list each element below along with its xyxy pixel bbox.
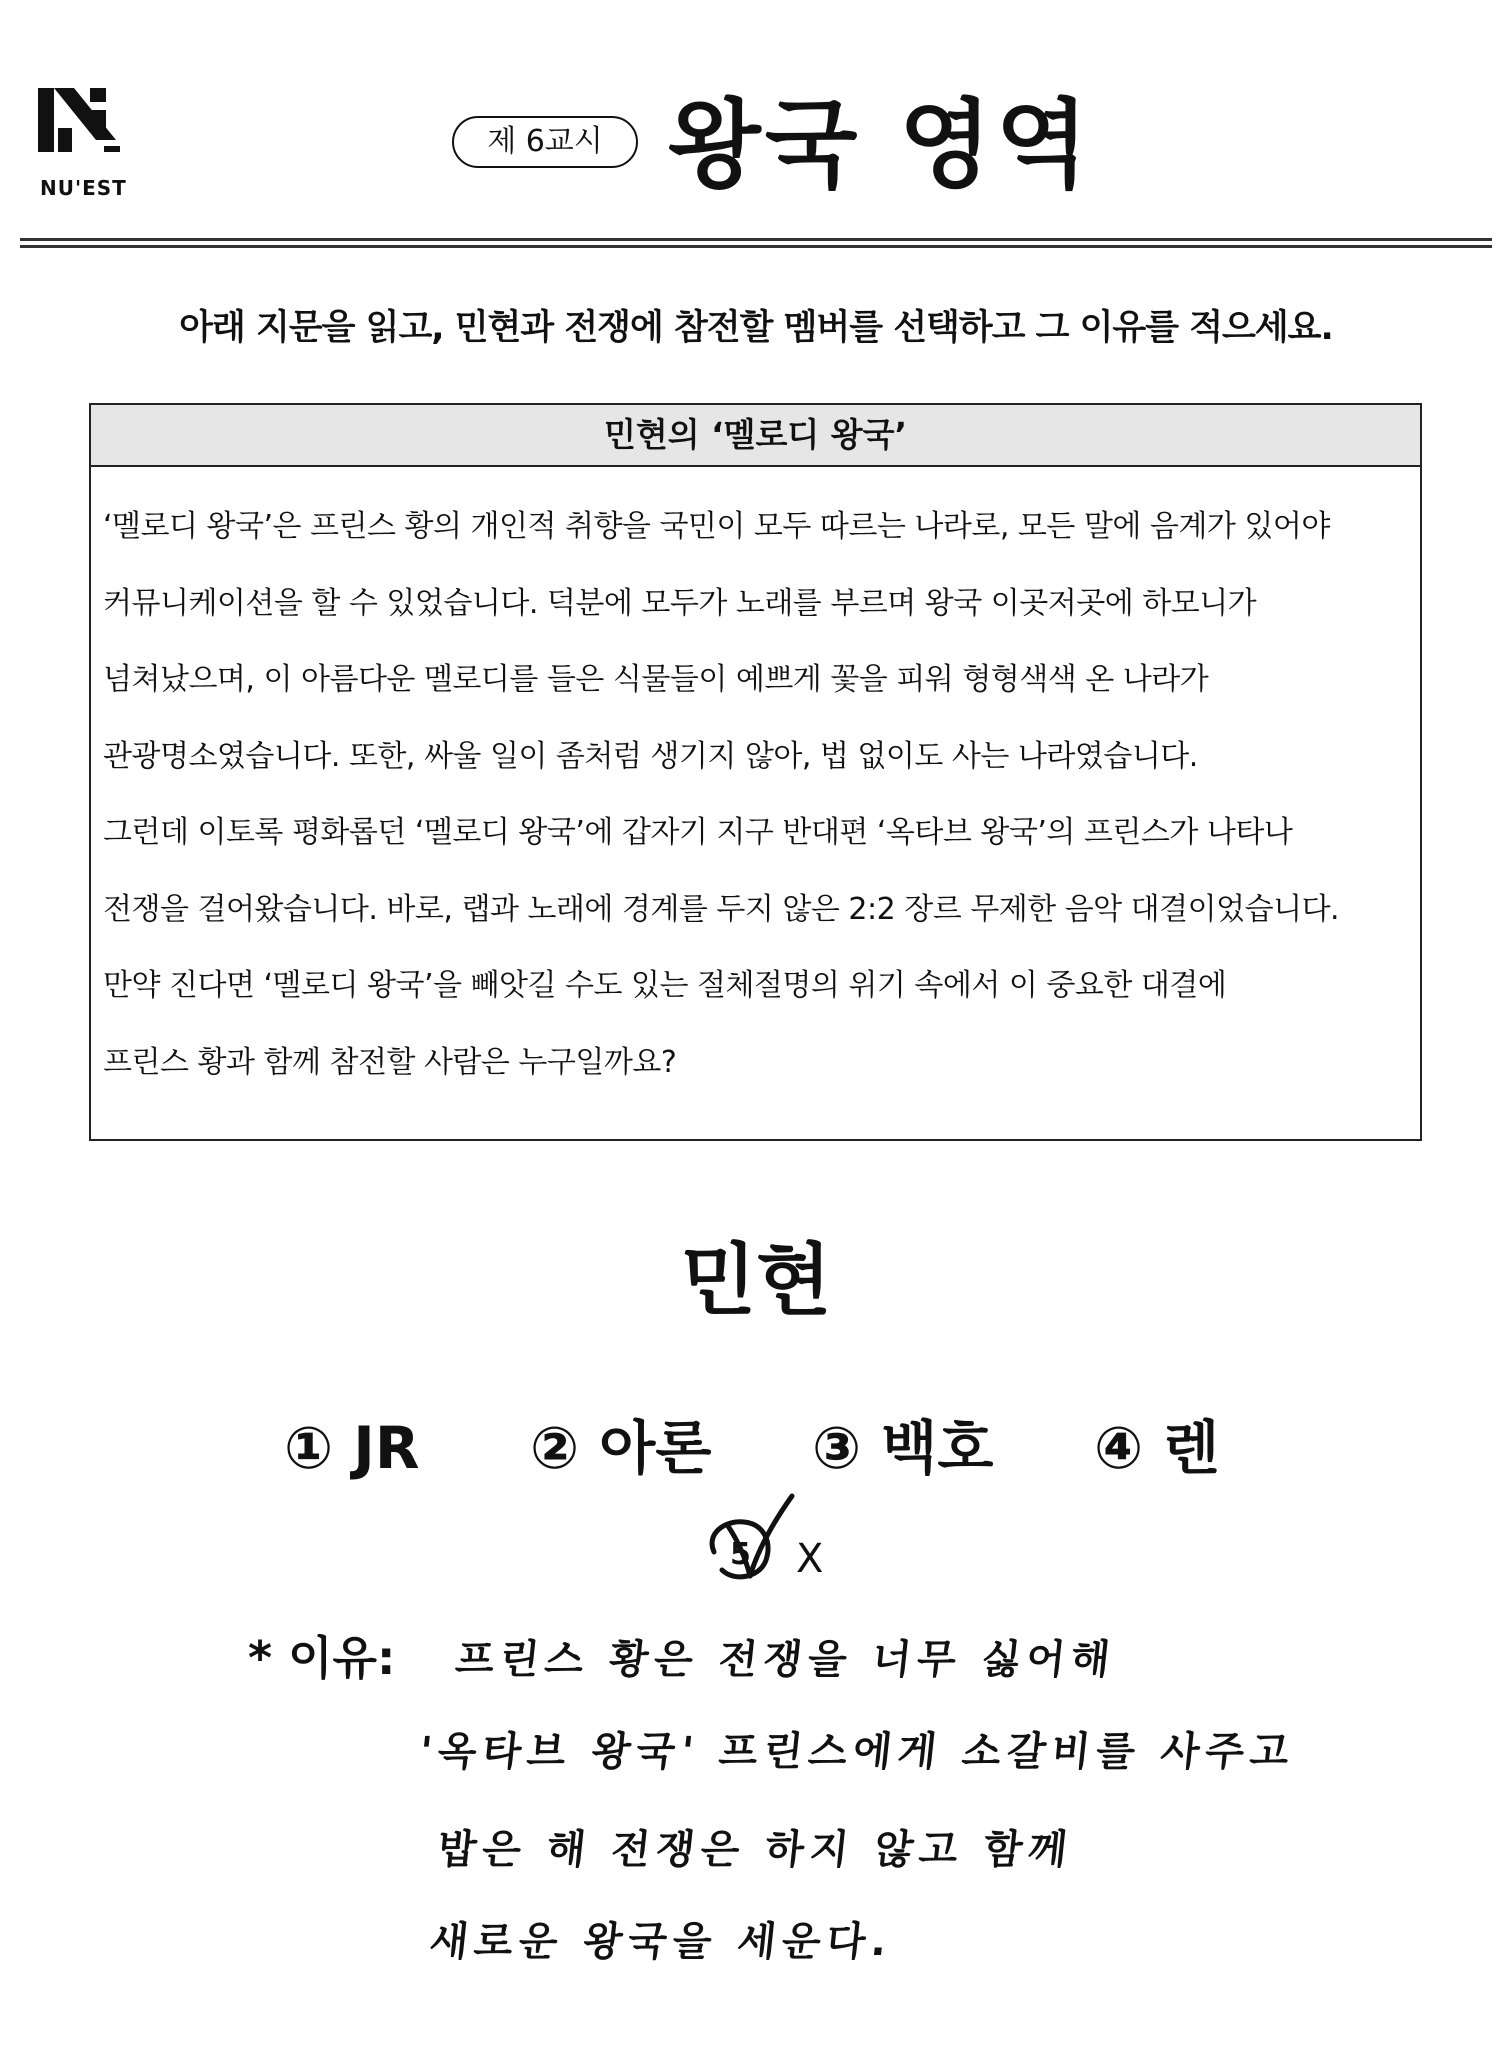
passage-box (89, 403, 1422, 1141)
reason-line: 밥은 해 전쟁은 하지 않고 함께 (435, 1827, 1076, 1873)
passage-line: 관광명소였습니다. 또한, 싸울 일이 좀처럼 생기지 않아, 법 없이도 사는 나라였습니다. (103, 738, 1198, 774)
passage-body (91, 467, 1420, 1101)
option-4[interactable]: ④ 렌 (1094, 1414, 1220, 1482)
handwritten-choice (700, 1490, 840, 1604)
passage-line: 넘쳐났으며, 이 아름다운 멜로디를 들은 식물들이 예쁘게 꽃을 피워 형형색색 온 나라가 (103, 662, 1209, 697)
member-name: 민현 (680, 1236, 832, 1326)
passage-line: 커뮤니케이션을 할 수 있었습니다. 덕분에 모두가 노래를 부르며 왕국 이곳저곳에 하모니가 (103, 585, 1257, 621)
header-divider-double (20, 245, 1492, 248)
passage-title: 민현의 ‘멜로디 왕국’ (91, 405, 1420, 467)
choice-x-mark: X (796, 1536, 824, 1582)
option-1[interactable]: ① JR (284, 1414, 420, 1482)
option-2[interactable]: ② 아론 (530, 1414, 712, 1482)
answer-options (0, 1410, 1512, 1490)
instruction-text: 아래 지문을 읽고, 민현과 전쟁에 참전할 멤버를 선택하고 그 이유를 적으세요. (179, 308, 1333, 348)
header-divider (20, 238, 1492, 241)
circled-check-icon (700, 1490, 840, 1600)
reason-line: '옥타브 왕국' 프린스에게 소갈비를 사주고 (417, 1729, 1298, 1775)
passage-line: 만약 진다면 ‘멜로디 왕국’을 빼앗길 수도 있는 절체절명의 위기 속에서 이 중요한 대결에 (103, 968, 1227, 1003)
passage-line: 전쟁을 걸어왔습니다. 바로, 랩과 노래에 경계를 두지 않은 2:2 장르 무제한 음악 대결이었습니다. (103, 891, 1340, 927)
passage-line: 프린스 황과 함께 참전할 사람은 누구일까요? (103, 1044, 677, 1080)
choice-number: 5 (730, 1537, 751, 1572)
reason-line: 새로운 왕국을 세운다. (427, 1919, 895, 1965)
subject-title: 왕국 영역 (668, 89, 1093, 201)
logo-text: NU'EST (40, 176, 127, 200)
reason-line: 프린스 황은 전쟁을 너무 싫어해 (453, 1637, 1119, 1683)
passage-line: ‘멜로디 왕국’은 프린스 황의 개인적 취향을 국민이 모두 따르는 나라로, 모든 말에 음계가 있어야 (103, 509, 1330, 544)
period-badge: 제 6교시 (452, 116, 638, 168)
reason-label: * 이유: (248, 1631, 396, 1685)
exam-header (0, 90, 1512, 210)
passage-line: 그런데 이토록 평화롭던 ‘멜로디 왕국’에 갑자기 지구 반대편 ‘옥타브 왕국’의 프린스가 나타나 (103, 815, 1293, 850)
option-3[interactable]: ③ 백호 (812, 1414, 994, 1482)
